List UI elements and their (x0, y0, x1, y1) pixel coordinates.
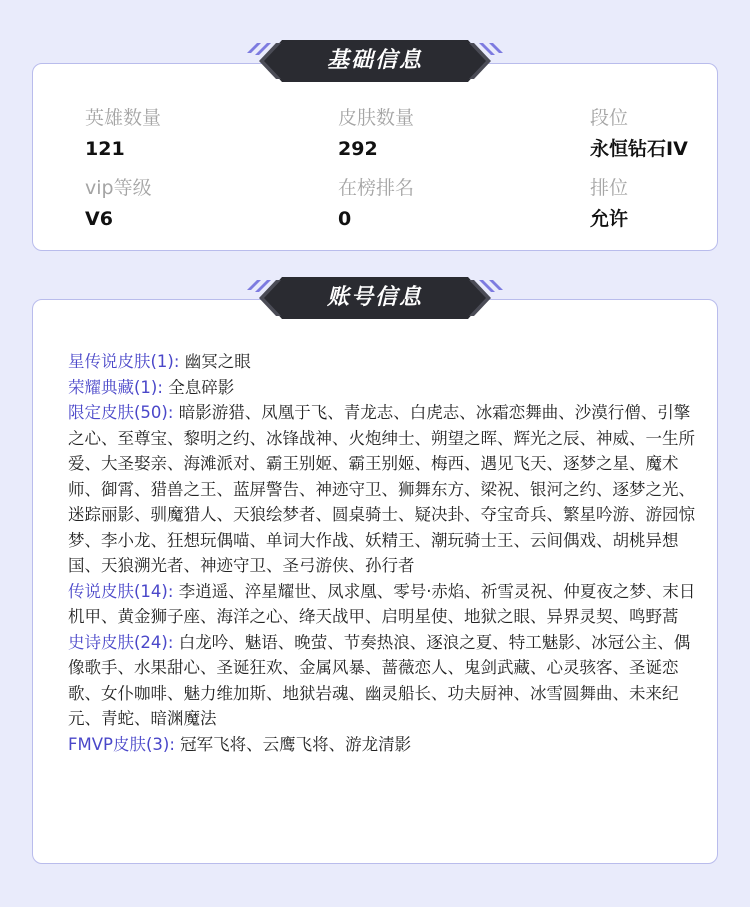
section-title: 账号信息 (326, 285, 423, 310)
stat-value: V6 (85, 208, 113, 230)
skin-category-epic (68, 630, 698, 732)
stat-hero-count (85, 106, 161, 161)
stat-value: 0 (338, 208, 352, 230)
skin-list (68, 349, 698, 757)
skin-category-items: 暗影游猎、凤凰于飞、青龙志、白虎志、冰霜恋舞曲、沙漠行僧、引擎之心、至尊宝、黎明之约、冰锋战神、火炮绅士、朔望之晖、辉光之辰、神威、一生所爱、大圣娶亲、海滩派对、霸王别姬、霸王别姬、梅西、遇见飞天、逐梦之星、魔术师、御霄、猎兽之王、蓝屏警告、神迹守卫、狮舞东方、梁祝、银河之约、逐梦之光、迷踪丽影、驯魔猎人、天狼绘梦者、圆桌骑士、疑决卦、夺宝奇兵、繁星吟游、游园惊梦、李小龙、狂想玩偶喵、单词大作战、妖精王、潮玩骑士王、云间偶戏、胡桃异想国、天狼溯光者、神迹守卫、圣弓游侠、孙行者 (68, 403, 695, 575)
skin-category-items: 冠军飞将、云鹰飞将、游龙清影 (180, 734, 412, 754)
stat-rank-tier (590, 106, 688, 161)
stat-value: 121 (85, 138, 125, 160)
skin-category-label: FMVP皮肤(3): (68, 734, 175, 754)
skin-category-items: 幽冥之眼 (184, 352, 251, 371)
skin-category-star-legend (68, 349, 698, 375)
stat-value: 允许 (590, 208, 629, 230)
stat-ranked-allowed (590, 176, 628, 231)
account-info-card (32, 299, 718, 864)
stat-skin-count (338, 106, 414, 161)
stat-label: 排位 (590, 177, 629, 199)
skin-category-items: 白龙吟、魅语、晚萤、节奏热浪、逐浪之夏、特工魅影、冰冠公主、偶像歌手、水果甜心、圣诞狂欢、金属风暴、蔷薇恋人、鬼剑武藏、心灵骇客、圣诞恋歌、女仆咖啡、魅力维加斯、地狱岩魂、幽灵船长、功夫厨神、冰雪圆舞曲、未来纪元、青蛇、暗渊魔法 (68, 632, 691, 728)
skin-category-glory-collection (68, 375, 698, 401)
stat-value: 永恒钻石IV (590, 138, 688, 160)
section-title: 基础信息 (326, 48, 423, 73)
section-header-basic (246, 37, 504, 85)
skin-category-items: 李逍遥、淬星耀世、凤求凰、零号·赤焰、祈雪灵祝、仲夏夜之梦、末日机甲、黄金狮子座、海洋之心、绛天战甲、启明星使、地狱之眼、异界灵契、鸣野蒿 (68, 581, 696, 626)
stat-leaderboard-rank (338, 176, 414, 231)
skin-category-fmvp (68, 732, 698, 758)
skin-category-label: 星传说皮肤(1): (68, 352, 180, 371)
stat-label: 在榜排名 (338, 177, 415, 199)
skin-category-label: 限定皮肤(50): (68, 403, 174, 422)
section-header-account (246, 274, 504, 322)
skin-category-items: 全息碎影 (168, 377, 235, 397)
skin-category-label: 传说皮肤(14): (68, 581, 174, 601)
stat-label: 段位 (590, 107, 629, 129)
skin-category-label: 史诗皮肤(24): (68, 632, 174, 652)
stat-label: vip等级 (85, 177, 152, 199)
stat-label: 英雄数量 (85, 107, 162, 129)
skin-category-label: 荣耀典藏(1): (68, 377, 163, 397)
skin-category-limited (68, 400, 698, 579)
stat-label: 皮肤数量 (338, 107, 415, 129)
stat-vip-level (85, 176, 152, 231)
skin-category-legend (68, 579, 698, 630)
stat-value: 292 (338, 138, 378, 160)
basic-info-card (32, 63, 718, 251)
